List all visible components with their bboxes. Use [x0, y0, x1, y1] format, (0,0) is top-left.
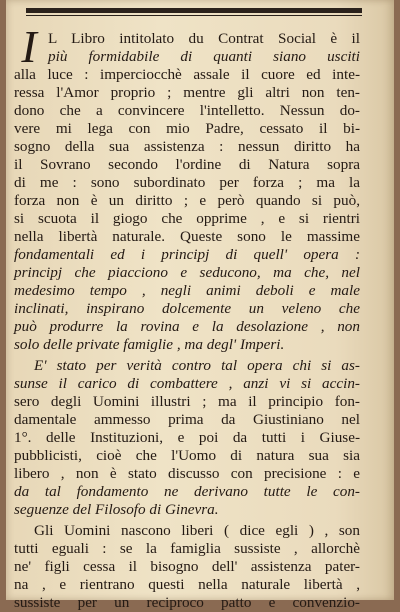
body-text — [14, 30, 360, 612]
text-line: inclinati, inspirano dolcemente un veleno che — [14, 300, 360, 317]
text-line: sunse il carico di combattere , anzi vi si accin- — [14, 375, 360, 392]
text-line: medesimo tempo , negli animi deboli e male — [14, 282, 360, 299]
text-line: più formidabile di quanti siano usciti — [48, 48, 360, 65]
text-line: ressa l'Amor proprio ; mentre gli altri non ten- — [14, 84, 360, 101]
text-line: ne' figli cessa il bisogno dell' assistenza pater- — [14, 558, 360, 575]
text-line: alla luce : imperciocchè assale il cuore ed inte- — [14, 66, 360, 83]
text-line: tutti eguali : se la famiglia sussiste , allorchè — [14, 540, 360, 557]
text-line: di me : sono subordinato per forza ; ma la — [14, 174, 360, 191]
text-line: può produrre la rovina e la desolazione , non — [14, 318, 360, 335]
text-line: sussiste per un reciproco patto e convenzio- — [14, 594, 360, 611]
text-line: seguenze del Filosofo di Ginevra. — [14, 501, 219, 518]
text-line: Gli Uomini nascono liberi ( dice egli ) , son — [34, 522, 360, 539]
text-line: libero , non è stato discusso con precisione : e — [14, 465, 360, 482]
text-line: sero degli Uomini illustri ; ma il principio fon- — [14, 393, 360, 410]
text-line: sogno della sua assistenza : nessun diritto ha — [14, 138, 360, 155]
text-line: nella libertà naturale. Queste sono le massime — [14, 228, 360, 245]
text-line: solo delle private famiglie , ma degl' Imperi. — [14, 336, 285, 353]
text-line: L Libro intitolato du Contrat Social è il — [48, 30, 360, 47]
text-line: vere mi lega con mio Padre, cessato il bi- — [14, 120, 360, 137]
header-rule-thin — [26, 15, 362, 16]
drop-cap: I — [21, 21, 37, 72]
text-line: si scuota il giogo che opprime , e si rientri — [14, 210, 360, 227]
text-line: il Sovrano secondo l'ordine di Natura sopra — [14, 156, 360, 173]
text-line: forza non è un diritto ; e però quando si può, — [14, 192, 360, 209]
text-line: fondamentali ed i principj di quell' opera : — [14, 246, 360, 263]
text-line: principj che piacciono e seducono, ma che, nel — [14, 264, 360, 281]
text-line: E' stato per verità contro tal opera chi si as- — [34, 357, 360, 374]
text-line: dono che a convincere l'intelletto. Nessun do- — [14, 102, 360, 119]
text-line: pubblicisti, cioè che l'Uomo di natura sua sia — [14, 447, 360, 464]
header-rule-thick — [26, 8, 362, 13]
text-line: da tal fondamento ne derivano tutte le con- — [14, 483, 360, 500]
text-line: na , e rientrano questi nella naturale libertà , — [14, 576, 360, 593]
text-line: 1°. delle Instituzioni, e poi da tutti i Giuse- — [14, 429, 360, 446]
text-line: damentale ammesso prima da Giustiniano nel — [14, 411, 360, 428]
